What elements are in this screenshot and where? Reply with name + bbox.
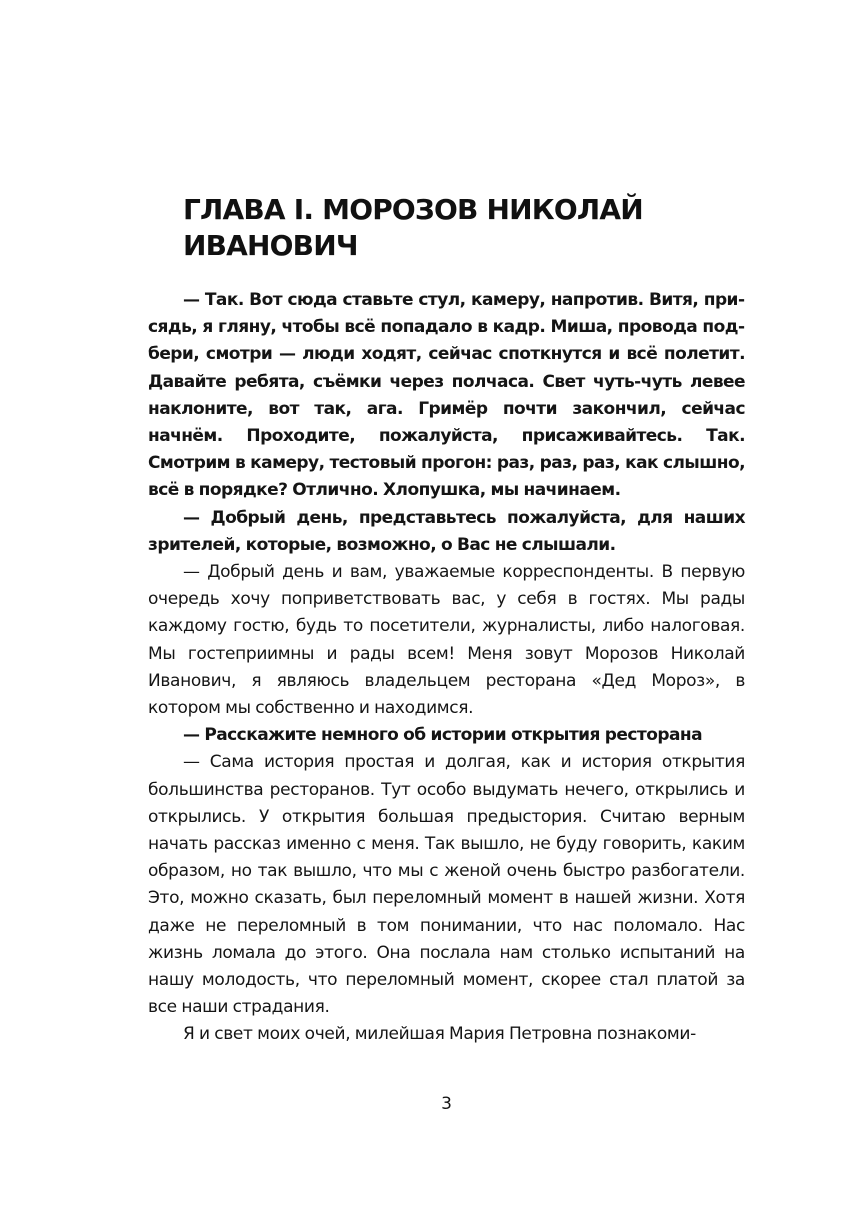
book-page [148, 0, 745, 1211]
narrative-paragraph: Я и свет моих очей, милейшая Мария Петровна познакоми- [183, 1024, 696, 1045]
chapter-text [148, 287, 745, 1049]
chapter-title: ГЛАВА I. МОРОЗОВ НИКОЛАЙ ИВАНОВИЧ [183, 193, 643, 262]
page-number: 3 [441, 1094, 452, 1114]
interviewer-question: — Так. Вот сюда ставьте стул, камеру, напротив. Витя, присядь, я гляну, чтобы всё попадало в кадр. Миша, провода подбери, смотри — люди ходят, сейчас споткнутся и всё полетит. Давайте ребята, съёмки через полчаса. Свет чуть-чуть левее наклоните, вот так, ага. Гримёр почти закончил, сейчас начнём. Проходите, пожалуйста, присаживайтесь. Так. Смотрим в камеру, тестовый прогон: раз, раз, раз, как слышно, всё в порядке? Отлично. Хлопушка, мы начинаем. [148, 290, 745, 501]
interviewer-question: — Добрый день, представьтесь пожалуйста, для наших зрителей, которые, возможно, о Вас не слышали. [148, 507, 745, 555]
interviewee-answer: — Добрый день и вам, уважаемые корреспонденты. В первую очередь хочу поприветствовать вас, у себя в гостях. Мы рады каждому гостю, будь то посетители, журналисты, либо налоговая. Мы гостеприимны и рады всем! Меня зовут Морозов Николай Иванович, я являюсь владельцем ресторана «Дед Мороз», в котором мы собственно и находимся. [148, 562, 745, 719]
interviewee-answer: — Сама история простая и долгая, как и история открытия большинства ресторанов. Тут особо выдумать нечего, открылись и открылись. У открытия большая предыстория. Считаю верным начать рассказ именно с меня. Так вышло, не буду говорить, каким образом, но так вышло, что мы с женой очень быстро разбогатели. Это, можно сказать, был переломный момент в нашей жизни. Хотя даже не переломный в том понимании, что нас поломало. Нас жизнь ломала до этого. Она послала нам столько испытаний на нашу молодость, что переломный момент, скорее стал платой за все наши страдания. [148, 752, 745, 1018]
interviewer-question: — Расскажите немного об истории открытия ресторана [183, 725, 702, 746]
